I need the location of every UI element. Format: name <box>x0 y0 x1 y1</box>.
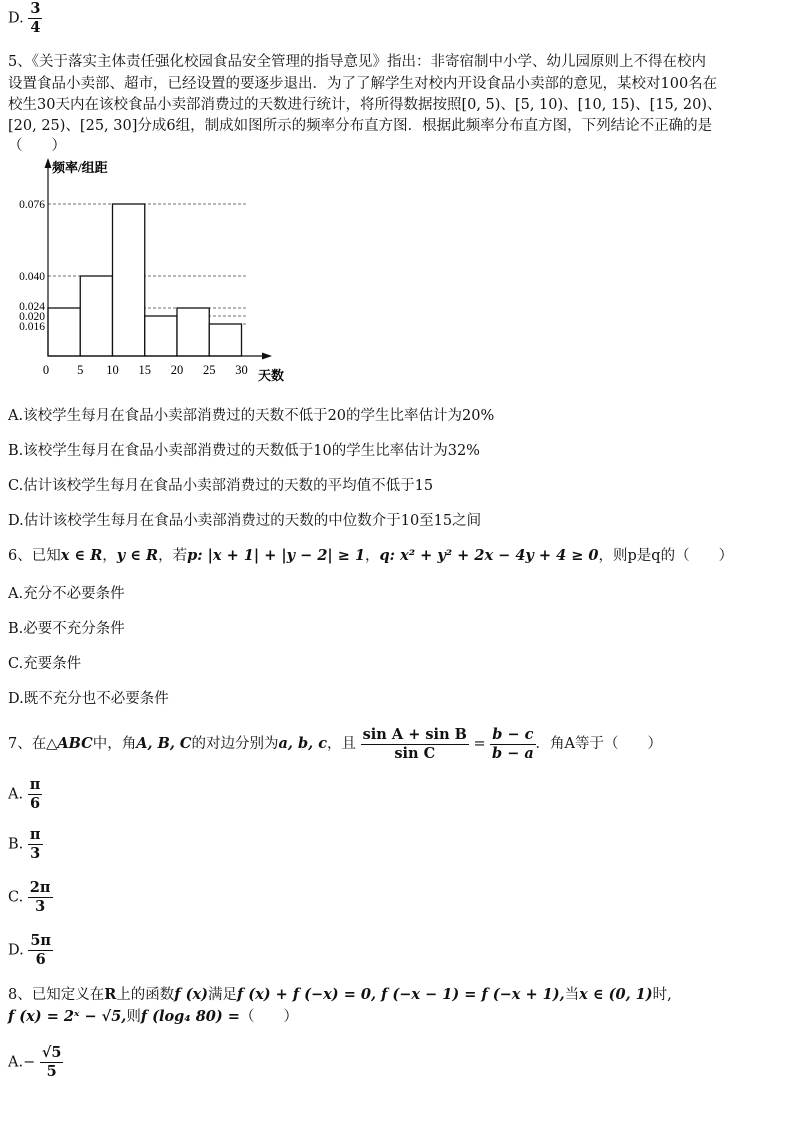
histogram-bar <box>209 324 241 356</box>
q5-stem-line4: [20, 25)、[25, 30]分成6组，制成如图所示的频率分布直方图．根据此频率分布直方图，下列结论不正确的是 <box>8 118 713 134</box>
q6-option-c: C.充要条件 <box>8 656 82 672</box>
q7-option-b <box>8 826 43 863</box>
q7-triangle: ABC <box>57 735 93 752</box>
fraction-numerator: sin A + sin B <box>362 725 467 743</box>
q8-text: 当 <box>564 987 580 1003</box>
histogram-bar <box>80 276 112 356</box>
q7-mid2: 的对边分别为 <box>191 736 279 752</box>
x-tick-label: 10 <box>106 363 119 377</box>
option-label: A. <box>8 786 24 803</box>
q8-fx: f (x) <box>174 986 208 1003</box>
x-axis-arrow <box>262 353 272 360</box>
fraction-denominator: sin C <box>394 744 436 762</box>
q7-prefix: 7、在△ <box>8 736 58 752</box>
q7-angles: A, B, C <box>136 735 192 752</box>
fraction-numerator: 2π <box>29 879 51 896</box>
x-tick-label: 25 <box>203 363 216 377</box>
fraction-numerator: π <box>29 776 41 793</box>
q6-q: q: x² + y² + 2x − 4y + 4 ≥ 0 <box>379 547 599 564</box>
q7-qie: ，且 <box>327 736 357 752</box>
q8-reals: R <box>104 986 117 1003</box>
q6-p: p: |x + 1| + |y − 2| ≥ 1 <box>187 547 366 564</box>
x-tick-label: 15 <box>138 363 151 377</box>
x-tick-label: 5 <box>77 363 84 377</box>
q7-sides: a, b, c <box>278 735 328 752</box>
q6-ruo: ，若 <box>158 548 188 564</box>
q7-option-c <box>8 879 53 916</box>
q8-eq1: f (x) + f (−x) = 0, f (−x − 1) = f (−x + 1), <box>236 986 565 1003</box>
q6-prefix: 6、已知 <box>8 548 61 564</box>
y-tick-label: 0.020 <box>19 311 45 323</box>
q7-fraction-sides <box>490 726 535 763</box>
q5-option-c: C.估计该校学生每月在食品小卖部消费过的天数的平均值不低于15 <box>8 478 434 494</box>
x-tick-label: 0 <box>42 363 50 377</box>
q5-stem-line5: （ ） <box>8 138 66 154</box>
q6-suffix: ，则p是q的（ ） <box>598 548 734 564</box>
q8-stem-line2 <box>8 1007 298 1027</box>
q5-stem-line2: 设置食品小卖部、超市，已经设置的要逐步退出．为了了解学生对校内开设食品小卖部的意见，某校对100名在 <box>8 76 718 92</box>
histogram-bar <box>177 308 209 356</box>
option-label: C. <box>8 889 24 906</box>
fraction-denominator: b − a <box>492 744 534 762</box>
y-axis-arrow <box>45 158 52 168</box>
q6-stem: 6、已知x ∈ R，y ∈ R，若p: |x + 1| + |y − 2| ≥ 1，q: x² + y² + 2x − 4y + 4 ≥ 0，则p是q的（ ） <box>8 547 734 564</box>
q6-option-d: D.既不充分也不必要条件 <box>8 691 169 707</box>
option-label: A.− <box>8 1054 36 1071</box>
q5-option-d: D.估计该校学生每月在食品小卖部消费过的天数的中位数介于10至15之间 <box>8 513 482 529</box>
fraction-denominator: 3 <box>35 898 46 915</box>
fraction <box>28 826 43 863</box>
fraction-numerator: √5 <box>41 1044 62 1061</box>
fraction-numerator: b − c <box>492 725 534 743</box>
q7-option-a <box>8 776 42 813</box>
q8-stem-line1 <box>8 985 672 1005</box>
fraction-denominator: 5 <box>46 1063 57 1080</box>
q8-fx-def: f (x) = 2ˣ − √5, <box>8 1008 127 1025</box>
q7-mid: 中，角 <box>92 736 137 752</box>
q8-query: f (log₄ 80) = <box>140 1008 240 1025</box>
q8-cond: x ∈ (0, 1) <box>579 986 653 1003</box>
x-tick-label: 30 <box>235 363 248 377</box>
fraction <box>28 932 53 969</box>
q7-stem <box>8 724 662 764</box>
y-axis-title: 频率/组距 <box>52 160 108 175</box>
y-tick-label: 0.024 <box>19 301 45 313</box>
q7-option-d <box>8 932 53 969</box>
option-label: B. <box>8 836 24 853</box>
q5-option-a: A.该校学生每月在食品小卖部消费过的天数不低于20的学生比率估计为20% <box>8 408 495 424</box>
fraction-denominator: 4 <box>30 19 41 36</box>
fraction-denominator: 6 <box>35 951 46 968</box>
q6-option-b: B.必要不充分条件 <box>8 621 125 637</box>
q8-text: 则 <box>126 1009 141 1025</box>
q7-suffix: ．角A等于（ ） <box>535 736 662 752</box>
histogram-svg <box>12 150 302 385</box>
y-tick-label: 0.040 <box>19 271 45 283</box>
q6-cond-y: y ∈ R <box>116 547 159 564</box>
q8-text: 上的函数 <box>116 987 175 1003</box>
y-tick-label: 0.076 <box>19 199 45 211</box>
q5-stem-line1: 5、《关于落实主体责任强化校园食品安全管理的指导意见》指出：非寄宿制中小学、幼儿园原则上不得在校内 <box>8 54 706 70</box>
q7-fraction-sin <box>361 726 469 763</box>
q8-text: 时, <box>652 987 672 1003</box>
fraction-denominator: 3 <box>30 845 41 862</box>
q6-cond-x: x ∈ R <box>60 547 103 564</box>
fraction <box>40 1044 64 1081</box>
q4-option-d <box>8 0 42 37</box>
fraction <box>28 776 43 813</box>
option-label: D. <box>8 10 24 27</box>
equals-sign: = <box>473 736 486 752</box>
histogram-bar <box>48 308 80 356</box>
y-tick-label: 0.016 <box>19 321 45 333</box>
fraction-numerator: 3 <box>30 0 41 17</box>
fraction <box>28 879 53 916</box>
fraction <box>28 0 42 37</box>
fraction-denominator: 6 <box>29 795 41 812</box>
histogram-bar <box>145 316 177 356</box>
fraction-numerator: 5π <box>30 932 52 949</box>
q8-text: 8、已知定义在 <box>8 987 105 1003</box>
x-tick-label: 20 <box>170 363 184 377</box>
histogram-bar <box>113 204 145 356</box>
q5-option-b: B.该校学生每月在食品小卖部消费过的天数低于10的学生比率估计为32% <box>8 443 480 459</box>
x-axis-title: 天数 <box>258 368 285 383</box>
q8-text: 满足 <box>207 987 237 1003</box>
q5-stem-line3: 校生30天内在该校食品小卖部消费过的天数进行统计，将所得数据按照[0, 5)、[5, 10)、[10, 15)、[15, 20)、 <box>8 97 722 113</box>
option-label: D. <box>8 942 24 959</box>
q8-blank: （ ） <box>239 1009 298 1025</box>
q8-option-a <box>8 1044 63 1081</box>
q6-option-a: A.充分不必要条件 <box>8 586 125 602</box>
frequency-histogram <box>12 150 302 385</box>
fraction-numerator: π <box>29 826 41 843</box>
